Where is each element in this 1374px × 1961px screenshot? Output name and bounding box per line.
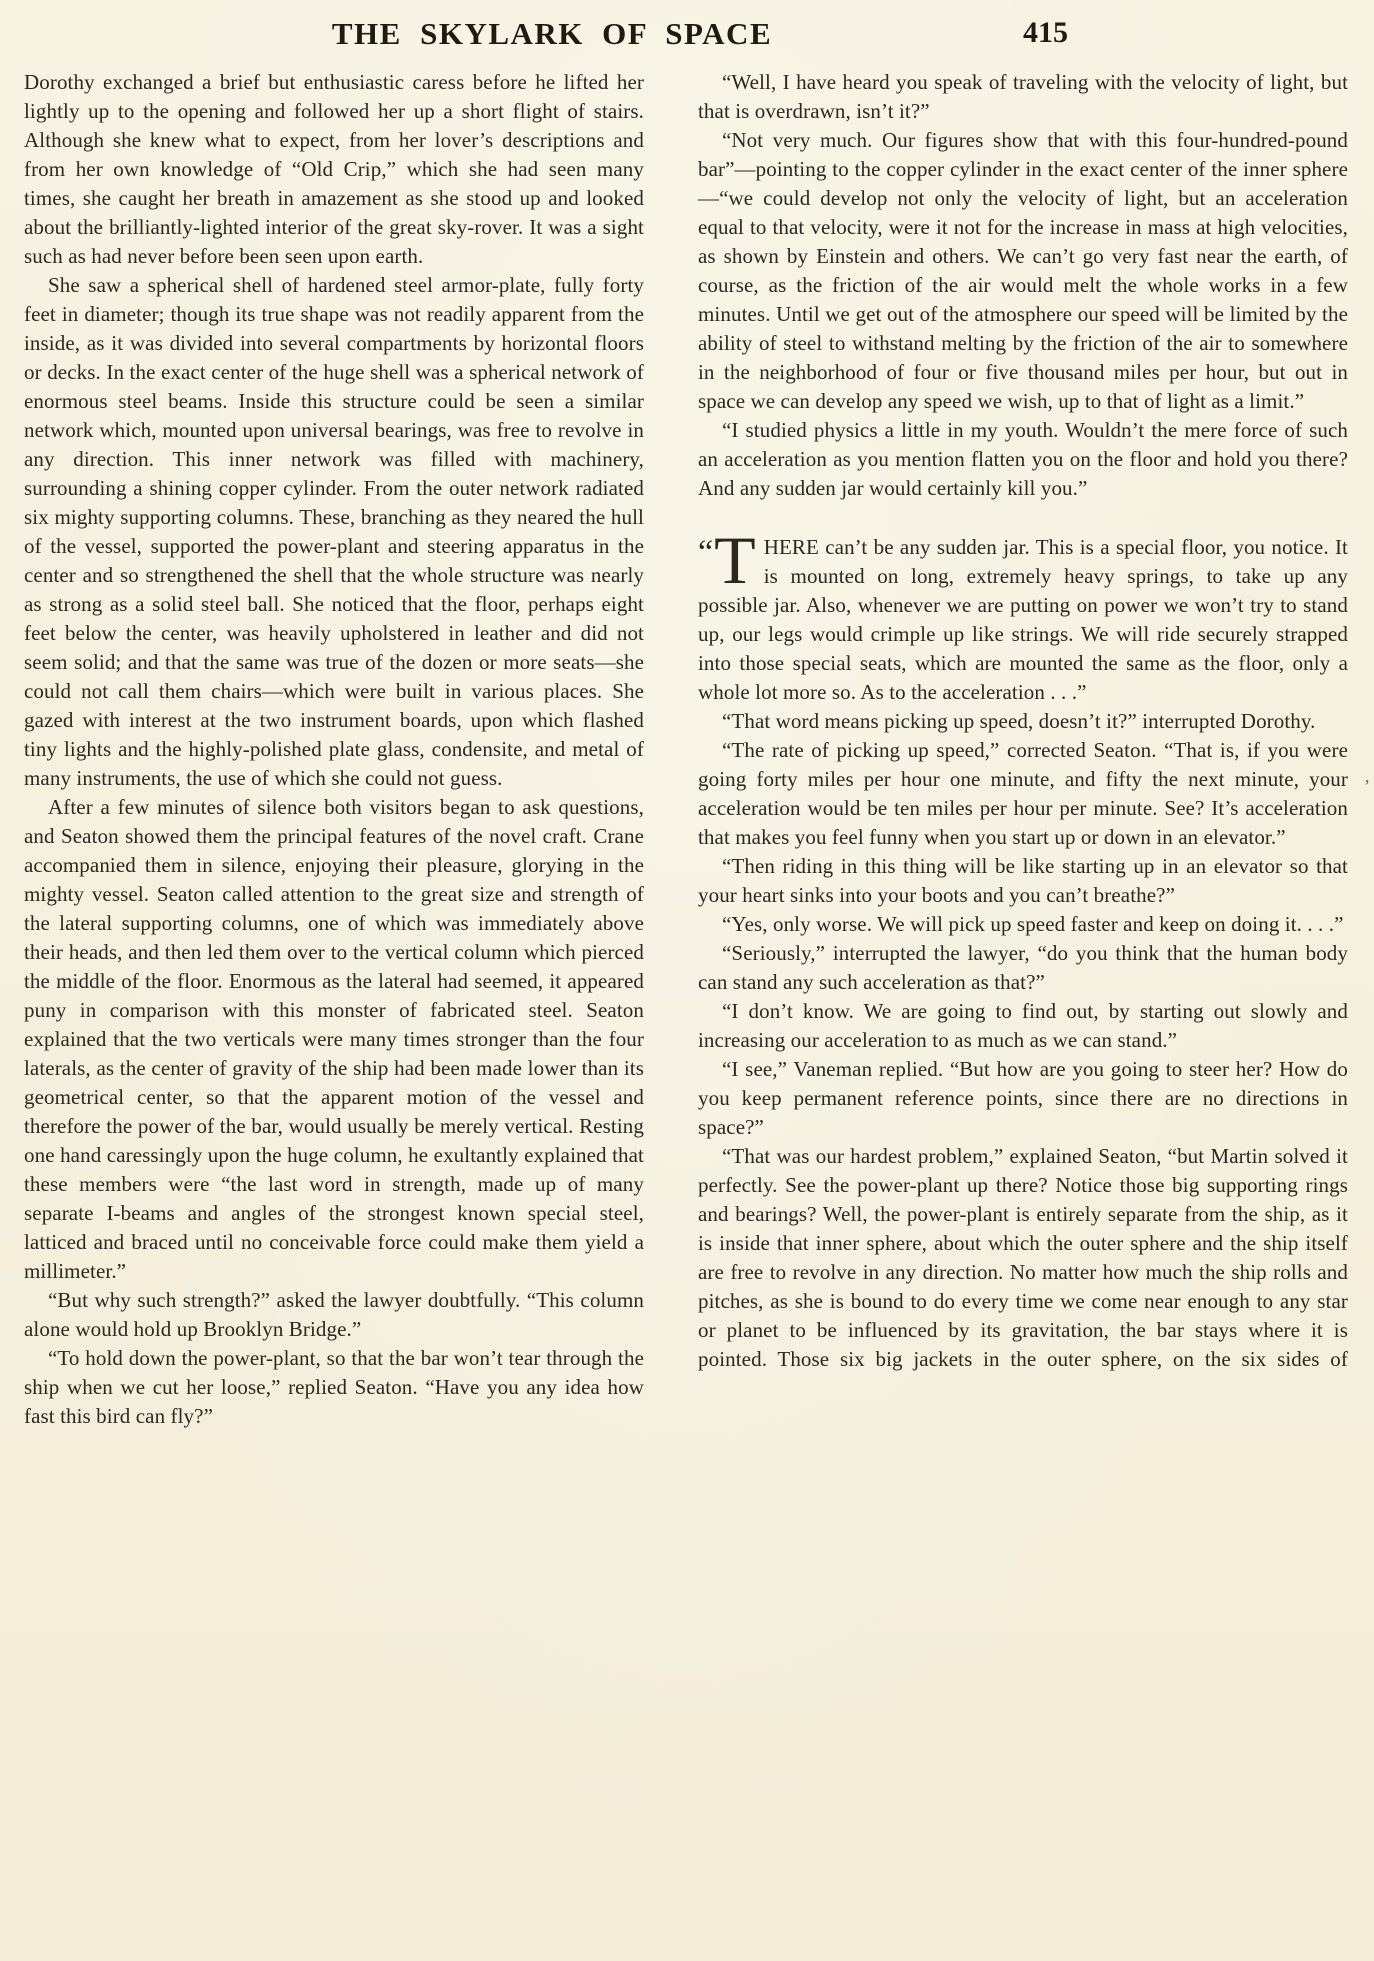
left-column bbox=[24, 68, 644, 1431]
paragraph: “To hold down the power-plant, so that the bar won’t tear through the ship when we cut her loose,” replied Seaton. “Have you any idea how fast this bird can fly?” bbox=[24, 1346, 644, 1428]
paragraph: “That was our hardest problem,” explained Seaton, “but Martin solved it perfectly. See the power-plant up there? Notice those big supporting rings and bearings? Well, the power-plant is entirely separate from the ship, as it is inside that inner sphere, about which the outer sphere and the ship itself are free to revolve in any direction. No matter how much the ship rolls and pitches, as she is bound to do every time we come near enough to any star or planet to be influenced by its gravitation, the bar stays where it is pointed. Those six big jackets in the outer sphere, on the six sides of bbox=[698, 1144, 1348, 1371]
paragraph: Dorothy exchanged a brief but enthusiastic caress before he lifted her lightly up to the opening and followed her up a short flight of stairs. Although she knew what to expect, from her lover’s descriptions and from her own knowledge of “Old Crip,” which she had seen many times, she caught her breath in amazement as she stood up and looked about the brilliantly-lighted interior of the great sky-rover. It was a sight such as had never before been seen upon earth. bbox=[24, 70, 644, 268]
paragraph: “I don’t know. We are going to find out, by starting out slowly and increasing our acceleration to as much as we can stand.” bbox=[698, 999, 1348, 1052]
page-title: THE SKYLARK OF SPACE bbox=[331, 16, 773, 51]
print-artifact-mark: ’ bbox=[1364, 776, 1370, 796]
paragraph: She saw a spherical shell of hardened steel armor-plate, fully forty feet in diameter; though its true shape was not readily apparent from the inside, as it was divided into several compartments by horizontal floors or decks. In the exact center of the huge shell was a spherical network of enormous steel beams. Inside this structure could be seen a similar network which, mounted upon universal bearings, was free to revolve in any direction. This inner network was filled with machinery, surrounding a shining copper cylinder. From the outer network radiated six mighty supporting columns. These, branching as they neared the hull of the vessel, supported the power-plant and steering apparatus in the center and so strengthened the shell that the whole structure was nearly as strong as a solid steel ball. She noticed that the floor, perhaps eight feet below the center, was heavily upholstered in leather and did not seem solid; and that the same was true of the dozen or more seats—she could not call them chairs—which were built in various places. She gazed with interest at the two instrument boards, upon which flashed tiny lights and the highly-polished plate glass, condensite, and metal of many instruments, the use of which she could not guess. bbox=[24, 273, 644, 790]
paragraph: “That word means picking up speed, doesn’t it?” interrupted Dorothy. bbox=[722, 709, 1316, 733]
paragraph: “I see,” Vaneman replied. “But how are you going to steer her? How do you keep permanent reference points, since there are no directions in space?” bbox=[698, 1057, 1348, 1139]
dropcap-letter: T bbox=[714, 522, 756, 598]
text-columns bbox=[24, 68, 1348, 1431]
dropcap-paragraph bbox=[698, 522, 1348, 707]
page-header bbox=[24, 14, 1348, 60]
paragraph: “Well, I have heard you speak of traveling with the velocity of light, but that is overdrawn, isn’t it?” bbox=[698, 70, 1348, 123]
dropcap-open-quote: “ bbox=[698, 534, 715, 571]
paragraph: “Then riding in this thing will be like starting up in an elevator so that your heart sinks into your boots and you can’t breathe?” bbox=[698, 854, 1348, 907]
paragraph: After a few minutes of silence both visitors began to ask questions, and Seaton showed them the principal features of the novel craft. Crane accompanied them in silence, enjoying their pleasure, glorying in the mighty vessel. Seaton called attention to the great size and strength of the lateral supporting columns, one of which was immediately above their heads, and then led them over to the vertical column which pierced the middle of the floor. Enormous as the lateral had seemed, it appeared puny in comparison with this monster of fabricated steel. Seaton explained that the two verticals were many times stronger than the four laterals, as the center of gravity of the ship had been made lower than its geometrical center, so that the apparent motion of the vessel and therefore the power of the bar, would usually be merely vertical. Resting one hand caressingly upon the huge column, he exultantly explained that these members were “the last word in strength, made up of many separate I-beams and angles of the strongest known special steel, latticed and braced until no conceivable force could make them yield a millimeter.” bbox=[24, 795, 644, 1283]
paragraph: “Not very much. Our figures show that with this four-hundred-pound bar”—pointing to the copper cylinder in the exact center of the inner sphere—“we could develop not only the velocity of light, but an acceleration equal to that velocity, were it not for the increase in mass at high velocities, as shown by Einstein and others. We can’t go very fast near the earth, of course, as the friction of the air would melt the whole works in a few minutes. Until we get out of the atmosphere our speed will be limited by the ability of steel to withstand melting by the friction of the air to somewhere in the neighborhood of four or five thousand miles per hour, but out in space we can develop any speed we wish, up to that of light as a limit.” bbox=[698, 128, 1348, 413]
paragraph: “The rate of picking up speed,” corrected Seaton. “That is, if you were going forty miles per hour one minute, and fifty the next minute, your acceleration would be ten miles per hour per minute. See? It’s acceleration that makes you feel funny when you start up or down in an elevator.” bbox=[698, 738, 1348, 849]
paragraph: “Seriously,” interrupted the lawyer, “do you think that the human body can stand any such acceleration as that?” bbox=[698, 941, 1348, 994]
paragraph: “But why such strength?” asked the lawyer doubtfully. “This column alone would hold up Brooklyn Bridge.” bbox=[24, 1288, 644, 1341]
paragraph: “I studied physics a little in my youth. Wouldn’t the mere force of such an acceleration as you mention flatten you on the floor and hold you there? And any sudden jar would certainly kill you.” bbox=[698, 418, 1348, 500]
page-number: 415 bbox=[1023, 16, 1068, 49]
dropcap bbox=[698, 522, 756, 598]
paragraph: “Yes, only worse. We will pick up speed faster and keep on doing it. . . .” bbox=[722, 912, 1344, 936]
dropcap-paragraph-text: HERE can’t be any sudden jar. This is a special floor, you notice. It is mounted on long, extremely heavy springs, to take up any possible jar. Also, whenever we are putting on power we won’t try to stand up, our legs would crimple up like strings. We will ride securely strapped into those special seats, which are mounted the same as the floor, only a whole lot more so. As to the acceleration . . .” bbox=[698, 535, 1348, 704]
right-column bbox=[698, 68, 1348, 1431]
